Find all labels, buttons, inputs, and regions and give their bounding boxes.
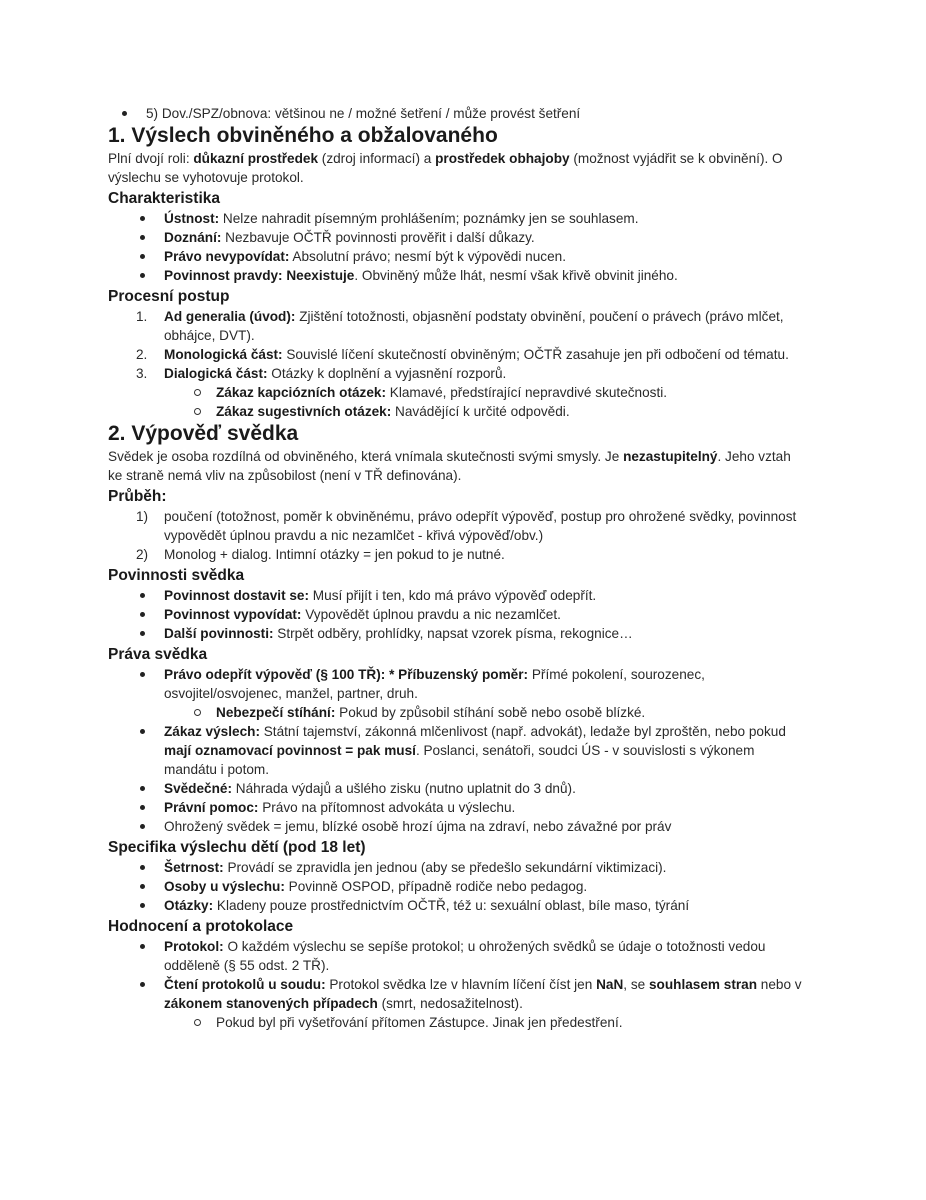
procesni-postup-list (108, 307, 808, 421)
section-1-intro: Plní dvojí roli: důkazní prostředek (zdroj informací) a prostředek obhajoby (možnost vyjádřit se k obvinění). O výslechu se vyhotovuje protokol. (108, 151, 783, 185)
list-item: Pokud byl při vyšetřování přítomen Zástupce. Jinak jen předestření. (216, 1013, 808, 1032)
prava-heading: Práva svědka (108, 646, 208, 663)
section-2-intro: Svědek je osoba rozdílná od obviněného, která vnímala skutečnosti svými smysly. Je nezastupitelný. Jeho vztah ke straně nemá vliv na způsobilost (není v TŘ definována). (108, 449, 791, 483)
list-item: Právo odepřít výpověď (§ 100 TŘ): * Příbuzenský poměr: Přímé pokolení, sourozenec, osvojitel/osvojenec, manžel, partner, druh. Nebezpečí stíhání: Pokud by způsobil stíhání sobě nebo osobě blízké. (164, 665, 808, 722)
charakteristika-heading: Charakteristika (108, 190, 221, 207)
list-item: Otázky: Kladeny pouze prostřednictvím OČTŘ, též u: sexuální oblast, bíle maso, týrání (164, 896, 808, 915)
list-item: 2. Monologická část: Souvislé líčení skutečností obviněným; OČTŘ zasahuje jen při odbočení od tématu. (136, 347, 789, 362)
list-item: Nebezpečí stíhání: Pokud by způsobil stíhání sobě nebo osobě blízké. (216, 703, 808, 722)
list-item: Ohrožený svědek = jemu, blízké osobě hrozí újma na zdraví, nebo závažné por práv (164, 817, 808, 836)
list-item: Osoby u výslechu: Povinně OSPOD, případně rodiče nebo pedagog. (164, 877, 808, 896)
sub-list (164, 383, 808, 421)
list-item: Zákaz výslech: Státní tajemství, zákonná mlčenlivost (např. advokát), ledaže byl zproštěn, nebo pokud mají oznamovací povinnost = pak musí. Poslanci, senátoři, soudci ÚS - v souvislosti s výkonem mandátu i potom. (164, 722, 808, 779)
list-item: Povinnost pravdy: Neexistuje. Obviněný může lhát, nesmí však křivě obvinit jiného. (164, 266, 808, 285)
list-item: Protokol: O každém výslechu se sepíše protokol; u ohrožených svědků se údaje o totožnosti vedou odděleně (§ 55 odst. 2 TŘ). (164, 937, 808, 975)
sub-list (164, 1013, 808, 1032)
list-item: Čtení protokolů u soudu: Protokol svědka lze v hlavním líčení číst jen NaN, se souhlasem stran nebo v zákonem stanovených případech (smrt, nedosažitelnost). Pokud byl při vyšetřování přítomen Zástupce. Jinak jen předestření. (164, 975, 808, 1032)
list-item: Ústnost: Nelze nahradit písemným prohlášením; poznámky jen se souhlasem. (164, 209, 808, 228)
sub-list (164, 703, 808, 722)
document-page (108, 104, 808, 1032)
list-item: 2) Monolog + dialog. Intimní otázky = jen pokud to je nutné. (136, 547, 505, 562)
section-2-title: 2. Výpověď svědka (108, 422, 299, 445)
procesni-postup-heading: Procesní postup (108, 288, 230, 305)
list-item: 5) Dov./SPZ/obnova: většinou ne / možné šetření / může provést šetření (146, 104, 808, 123)
top-bullet-list (108, 104, 808, 123)
list-item: 1. Ad generalia (úvod): Zjištění totožnosti, objasnění podstaty obvinění, poučení o právech (právo mlčet, obhájce, DVT). (136, 309, 784, 343)
list-item: Právo nevypovídat: Absolutní právo; nesmí být k výpovědi nucen. (164, 247, 808, 266)
hodnoceni-heading: Hodnocení a protokolace (108, 918, 294, 935)
charakteristika-list (108, 209, 808, 285)
section-1-title: 1. Výslech obviněného a obžalovaného (108, 124, 498, 147)
prava-list (108, 665, 808, 836)
prubeh-list (108, 507, 808, 564)
list-item: Právní pomoc: Právo na přítomnost advokáta u výslechu. (164, 798, 808, 817)
prubeh-heading: Průběh: (108, 488, 167, 505)
hodnoceni-list (108, 937, 808, 1032)
deti-list (108, 858, 808, 915)
list-item: 1) poučení (totožnost, poměr k obviněnému, právo odepřít výpověď, postup pro ohrožené svědky, povinnost vypovědět úplnou pravdu a nic nezamlčet - křivá výpověď/obv.) (136, 509, 797, 543)
list-item: Povinnost dostavit se: Musí přijít i ten, kdo má právo výpověď odepřít. (164, 586, 808, 605)
list-item: Zákaz kapciózních otázek: Klamavé, předstírající nepravdivé skutečnosti. (216, 383, 808, 402)
list-item: Povinnost vypovídat: Vypovědět úplnou pravdu a nic nezamlčet. (164, 605, 808, 624)
deti-heading: Specifika výslechu dětí (pod 18 let) (108, 839, 366, 856)
list-item: Svědečné: Náhrada výdajů a ušlého zisku (nutno uplatnit do 3 dnů). (164, 779, 808, 798)
list-item: 3. Dialogická část: Otázky k doplnění a vyjasnění rozporů. Zákaz kapciózních otázek: Klamavé, předstírající nepravdivé skutečnosti. Zákaz sugestivních otázek: Navádějící k určité odpovědi. (164, 364, 808, 421)
list-item: Šetrnost: Provádí se zpravidla jen jednou (aby se předešlo sekundární viktimizaci). (164, 858, 808, 877)
list-item: Zákaz sugestivních otázek: Navádějící k určité odpovědi. (216, 402, 808, 421)
povinnosti-list (108, 586, 808, 643)
list-item: Další povinnosti: Strpět odběry, prohlídky, napsat vzorek písma, rekognice… (164, 624, 808, 643)
povinnosti-heading: Povinnosti svědka (108, 567, 245, 584)
list-item: Doznání: Nezbavuje OČTŘ povinnosti prověřit i další důkazy. (164, 228, 808, 247)
